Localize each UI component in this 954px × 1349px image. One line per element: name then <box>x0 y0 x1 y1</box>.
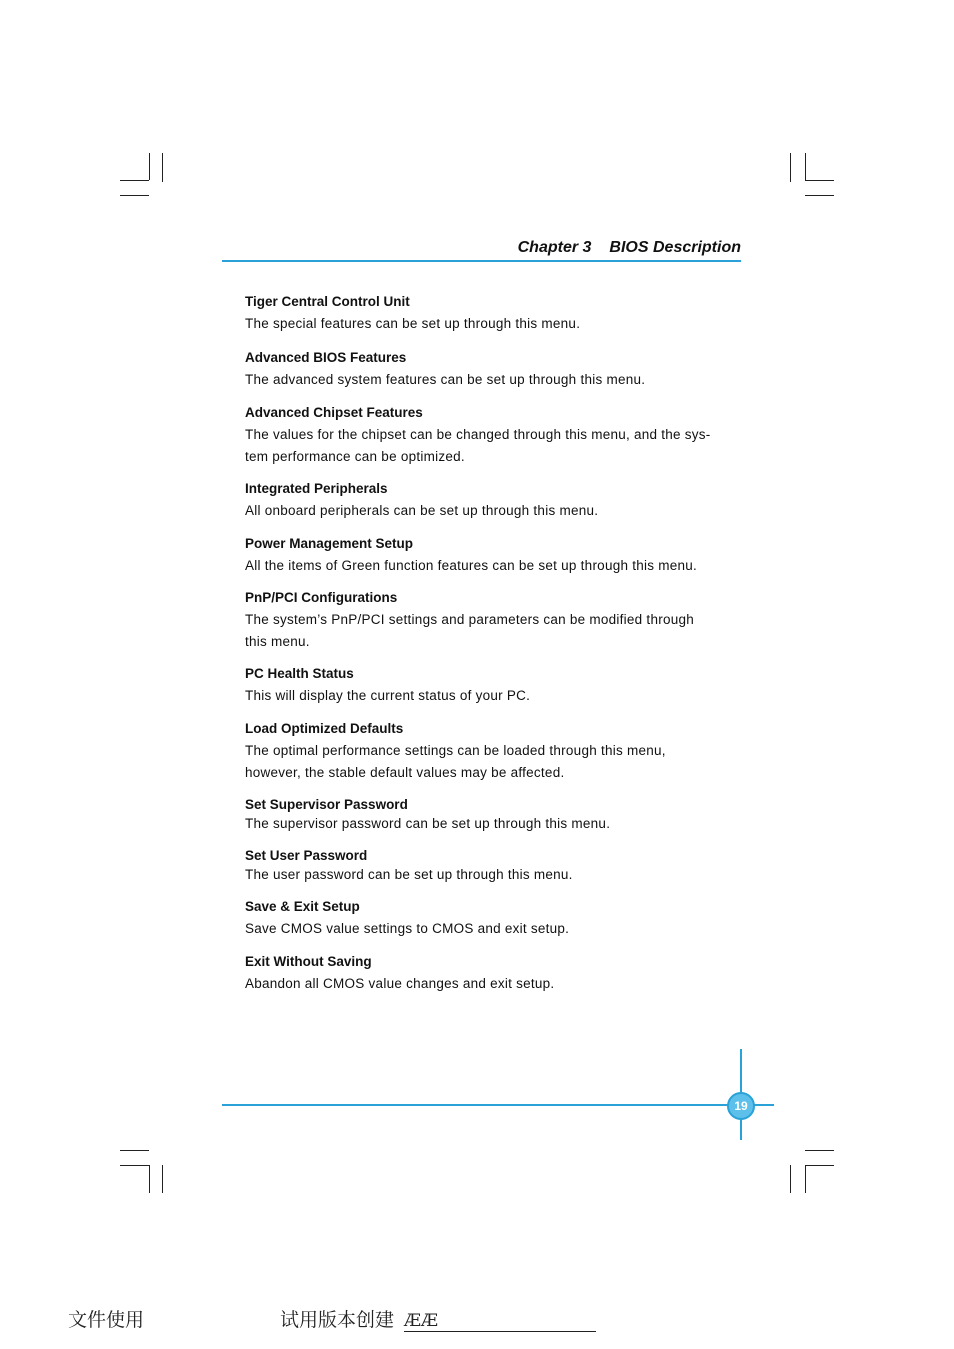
crop-mark <box>120 195 149 196</box>
header-rule <box>222 260 741 262</box>
description-line: Save CMOS value settings to CMOS and exit setup. <box>245 921 570 936</box>
section-description <box>245 369 745 391</box>
section-description <box>245 313 745 335</box>
section-title: Exit Without Saving <box>245 954 372 969</box>
section-advanced-chipset-features <box>245 404 745 468</box>
description-line: All onboard peripherals can be set up through this menu. <box>245 503 599 518</box>
section-title: Set User Password <box>245 848 368 863</box>
crop-mark <box>120 1165 149 1166</box>
section-title: Set Supervisor Password <box>245 797 408 812</box>
description-line: The advanced system features can be set up through this menu. <box>245 372 646 387</box>
section-title: Tiger Central Control Unit <box>245 294 410 309</box>
crop-mark <box>805 1150 834 1151</box>
section-title: Power Management Setup <box>245 536 414 551</box>
section-description <box>245 918 745 940</box>
description-line: The optimal performance settings can be loaded through this menu, <box>245 743 666 758</box>
section-title: Load Optimized Defaults <box>245 721 404 736</box>
description-line: The supervisor password can be set up through this menu. <box>245 816 611 831</box>
section-title: Advanced Chipset Features <box>245 405 423 420</box>
crop-mark <box>805 195 834 196</box>
section-title: Save & Exit Setup <box>245 899 360 914</box>
description-line: The system’s PnP/PCI settings and parameters can be modified through <box>245 612 694 627</box>
crop-mark <box>149 1165 150 1193</box>
section-pc-health-status <box>245 665 745 707</box>
description-line: Abandon all CMOS value changes and exit setup. <box>245 976 555 991</box>
crop-mark <box>149 153 150 180</box>
section-integrated-peripherals <box>245 480 745 522</box>
chapter-label: Chapter 3 <box>517 239 592 256</box>
chapter-title: BIOS Description <box>609 239 741 256</box>
crop-mark <box>805 1165 806 1193</box>
section-set-user-password <box>245 847 745 886</box>
crop-mark <box>120 1150 149 1151</box>
section-title: Advanced BIOS Features <box>245 350 407 365</box>
section-description <box>245 500 745 522</box>
description-line: This will display the current status of your PC. <box>245 688 531 703</box>
section-tiger-central-control-unit <box>245 293 745 335</box>
section-description <box>245 424 745 468</box>
watermark-underline <box>404 1331 596 1332</box>
section-description <box>245 740 745 784</box>
section-description <box>245 685 745 707</box>
watermark-tail: ÆÆ <box>404 1311 439 1331</box>
section-save-exit-setup <box>245 898 745 940</box>
crop-mark <box>805 153 806 180</box>
section-pnp-pci-configurations <box>245 589 745 653</box>
section-title: PnP/PCI Configurations <box>245 590 398 605</box>
description-line: The user password can be set up through this menu. <box>245 867 573 882</box>
section-description <box>245 609 745 653</box>
footer-rule <box>222 1104 774 1106</box>
description-line: The special features can be set up through this menu. <box>245 316 581 331</box>
crop-mark <box>120 180 149 181</box>
description-line: The values for the chipset can be changed through this menu, and the sys- <box>245 427 711 442</box>
section-title: PC Health Status <box>245 666 354 681</box>
crop-mark <box>805 1165 834 1166</box>
crop-mark <box>805 180 834 181</box>
chapter-header <box>222 238 741 258</box>
crop-mark <box>162 153 163 182</box>
section-description <box>245 813 745 835</box>
watermark-right: 试用版本创建 <box>280 1309 395 1331</box>
section-title: Integrated Peripherals <box>245 481 388 496</box>
crop-mark <box>790 153 791 182</box>
section-load-optimized-defaults <box>245 720 745 784</box>
description-line: All the items of Green function features can be set up through this menu. <box>245 558 697 573</box>
page-number: 19 <box>727 1092 755 1120</box>
section-description <box>245 973 745 995</box>
section-set-supervisor-password <box>245 796 745 835</box>
crop-mark <box>790 1165 791 1193</box>
crop-mark <box>162 1165 163 1193</box>
section-description <box>245 555 745 577</box>
section-description <box>245 864 745 886</box>
section-advanced-bios-features <box>245 349 745 391</box>
description-line: however, the stable default values may be affected. <box>245 765 565 780</box>
section-power-management-setup <box>245 535 745 577</box>
description-line: this menu. <box>245 634 310 649</box>
watermark-left: 文件使用 <box>68 1309 145 1331</box>
section-exit-without-saving <box>245 953 745 995</box>
description-line: tem performance can be optimized. <box>245 449 465 464</box>
